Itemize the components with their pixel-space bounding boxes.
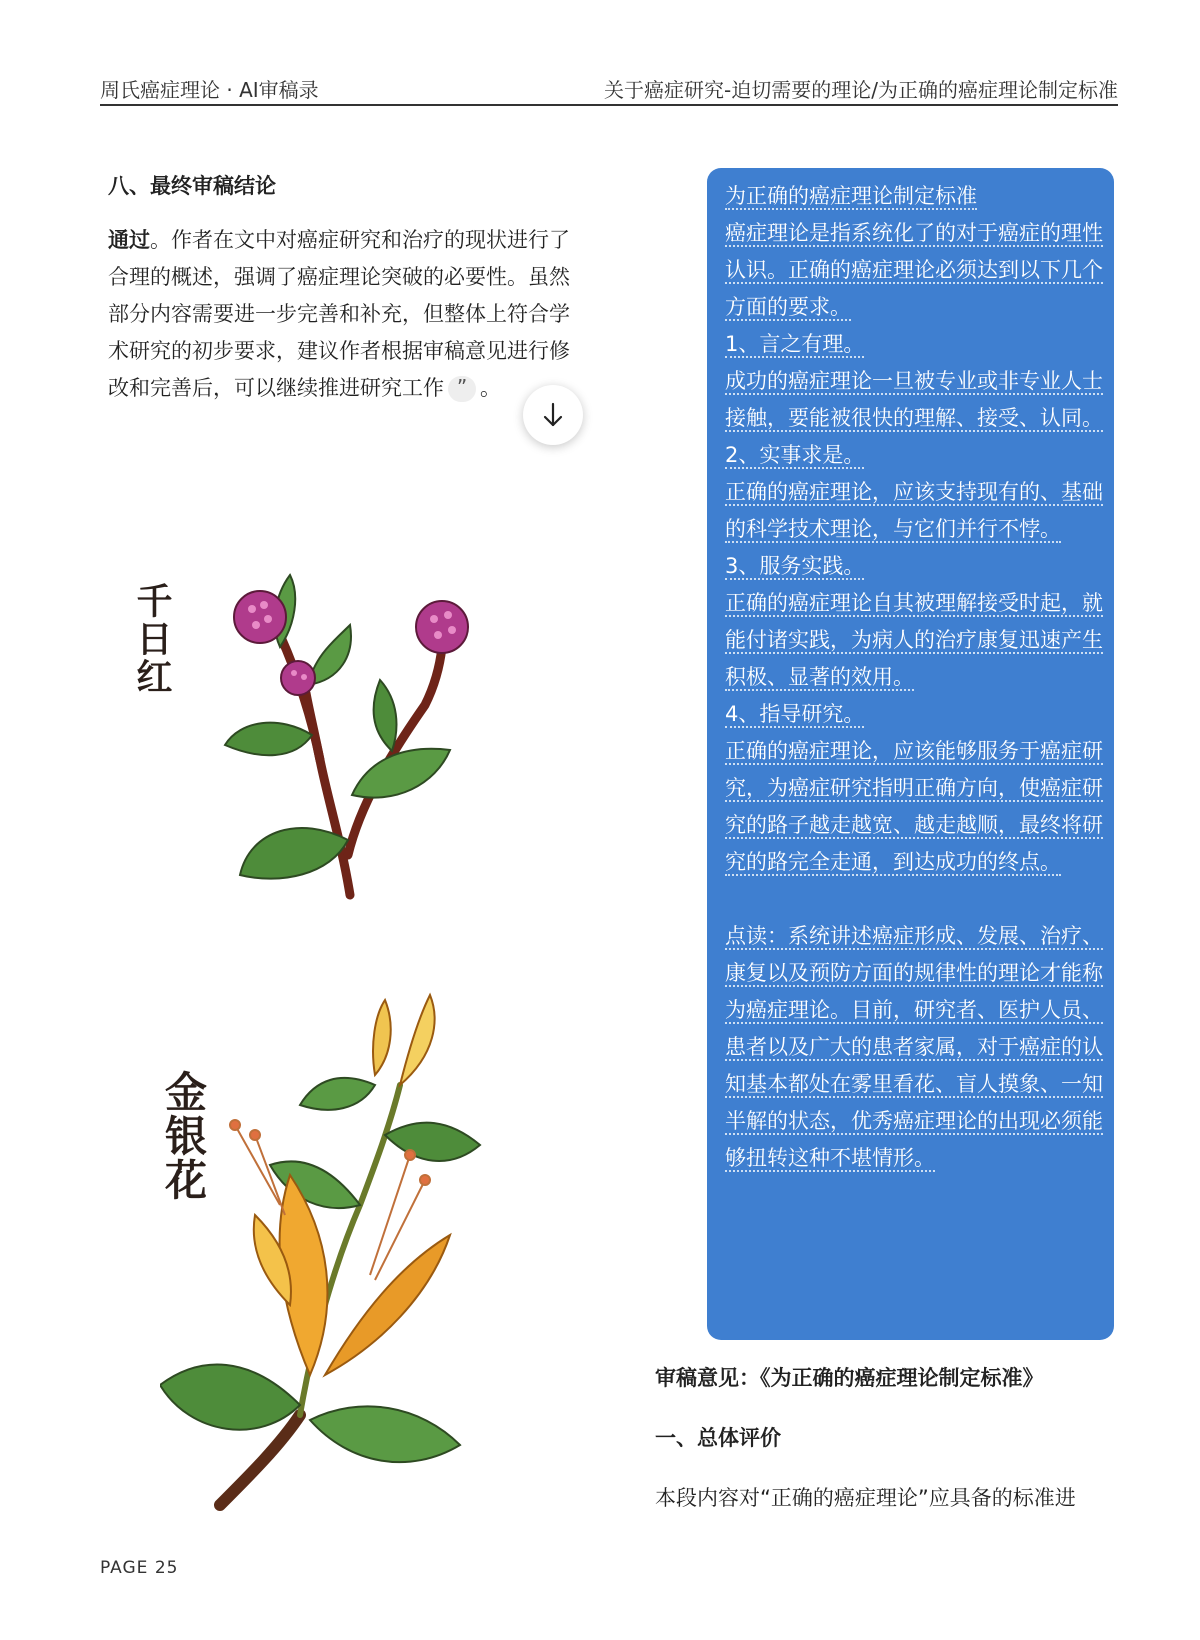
- scroll-down-button[interactable]: [523, 385, 583, 445]
- bubble-line-point1: 1、言之有理。: [725, 332, 865, 356]
- bubble-line-definition: 癌症理论是指系统化了的对于癌症的理性认识。正确的癌症理论必须达到以下几个方面的要求。: [725, 221, 1103, 319]
- page-header: [100, 68, 1118, 106]
- bubble-line-point3: 3、服务实践。: [725, 554, 865, 578]
- bubble-line-point1-text: 成功的癌症理论一旦被专业或非专业人士接触，要能被很快的理解、接受、认同。: [725, 369, 1103, 430]
- honeysuckle-illustration: [160, 975, 500, 1515]
- verdict-end: 。: [480, 376, 501, 400]
- plant1-label: 千日红: [131, 582, 173, 696]
- review-text: 本段内容对“正确的癌症理论”应具备的标准进: [655, 1486, 1076, 1510]
- bubble-line-point2: 2、实事求是。: [725, 443, 865, 467]
- review-subtitle: 一、总体评价: [655, 1426, 781, 1450]
- header-left-title: 周氏癌症理论 · AI审稿录: [100, 78, 319, 102]
- selected-text-bubble[interactable]: [707, 168, 1114, 1340]
- header-right-title: 关于癌症研究-迫切需要的理论/为正确的癌症理论制定标准: [604, 78, 1118, 102]
- verdict-bold: 通过: [108, 228, 150, 252]
- bubble-line-point2-text: 正确的癌症理论，应该支持现有的、基础的科学技术理论，与它们并行不悖。: [725, 480, 1103, 541]
- final-conclusion-section: [108, 170, 578, 407]
- bubble-line-point3-text: 正确的癌症理论自其被理解接受时起，就能付诸实践，为病人的治疗康复迅速产生积极、显著的效用。: [725, 591, 1103, 689]
- bubble-gap: [725, 881, 1103, 918]
- quote-icon[interactable]: ”: [448, 376, 476, 402]
- section-title: 八、最终审稿结论: [108, 174, 276, 198]
- arrow-down-icon: [542, 402, 564, 428]
- page-number: PAGE 25: [100, 1558, 179, 1578]
- bubble-line-title: 为正确的癌症理论制定标准: [725, 184, 977, 208]
- verdict-text: 。作者在文中对癌症研究和治疗的现状进行了合理的概述，强调了癌症理论突破的必要性。虽然部分内容需要进一步完善和补充，但整体上符合学术研究的初步要求，建议作者根据审稿意见进行修改和完善后，可以继续推进研究工作: [108, 228, 570, 400]
- plant2-label: 金银花: [159, 1070, 208, 1202]
- bubble-line-point4: 4、指导研究。: [725, 702, 865, 726]
- bubble-line-commentary: 点读：系统讲述癌症形成、发展、治疗、康复以及预防方面的规律性的理论才能称为癌症理论。目前，研究者、医护人员、患者以及广大的患者家属，对于癌症的认知基本都处在雾里看花、盲人摸象、一知半解的状态，优秀癌症理论的出现必须能够扭转这种不堪情形。: [725, 924, 1103, 1170]
- verdict-paragraph: [108, 222, 578, 407]
- bubble-line-point4-text: 正确的癌症理论，应该能够服务于癌症研究，为癌症研究指明正确方向，使癌症研究的路子越走越宽、越走越顺，最终将研究的路完全走通，到达成功的终点。: [725, 739, 1103, 874]
- bubble-text: [725, 178, 1103, 1177]
- globe-amaranth-illustration: [220, 555, 510, 900]
- review-title: 审稿意见：《为正确的癌症理论制定标准》: [655, 1366, 1044, 1390]
- review-section: [655, 1362, 1125, 1512]
